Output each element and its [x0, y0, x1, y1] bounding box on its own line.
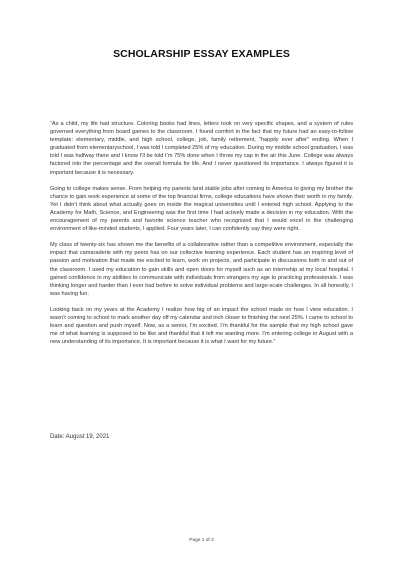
essay-paragraph-2: Going to college makes sense. From helping my parents land stable jobs after coming to America to giving my brother the chance to gain work experience at some of the top financial firms, college educations have shown their worth in my family. Yet I didn’t think about what actually goes on inside the magical universities until I entered high school. Applying to the Academy for Math, Science, and Engineering was the first time I had actively made a decision in my education. With the encouragement of my parents and favorite science teacher who recognized that I would excel in the challenging environment of like-minded students, I applied. Four years later, I can confidently say they were right. — [50, 185, 353, 233]
essay-body — [50, 120, 353, 354]
essay-paragraph-3: My class of twenty-six has shown me the benefits of a collaborative rather than a competitive environment, especially the impact that camaraderie with my peers has on our collective learning experience. Each student has an inspiring level of passion and motivation that made me excited to learn, work on projects, and participate in discussions both in and out of the classroom. I used my education to gain skills and open doors for myself such as an internship at my local hospital. I gained confidence in my abilities to communicate with individuals from strangers my age to practicing professionals. I was thinking longer and harder than I ever had before to solve individual problems and large-scale challenges. In all honestly, I was having fun. — [50, 242, 353, 297]
page-number: Page 1 of 2 — [189, 538, 214, 543]
document-title: SCHOLARSHIP ESSAY EXAMPLES — [113, 48, 290, 60]
essay-date: Date: August 19, 2021 — [50, 434, 110, 440]
essay-paragraph-1: “As a child, my life had structure. Coloring books had lines, letters took on very specific shapes, and a system of rules governed everything from board games to the classroom. I found comfort in the fact that my future had an easy-to-follow template: elementary, middle, and high school, college, job, family retirement, “happily ever after” ending. When I graduated from elementaryschool, I was told I completed 25% of my education. During my middle school graduation, I was told I was halfway there and I know I’ll be told I’m 75% done when I throw my cap in the air this June. College was always factored into the percentage and the overall formula for life. And I never questioned its importance. I always figured it is important because it is necessary. — [50, 121, 353, 176]
essay-paragraph-4: Looking back on my years at the Academy I realize how big of an impact the school made on how I view education. I wasn’t coming to school to mark another day off my calendar and inch closer to finishing the next 25%. I came to school to learn and question and push myself. Now, as a senior, I’m excited. I’m thankful for the sample that my high school gave me of what learning is supposed to be like and thankful that it left me wanting more. I’m entering college in August with a new understanding of its importance. It is important because it is what I want for my future.” — [50, 306, 353, 346]
